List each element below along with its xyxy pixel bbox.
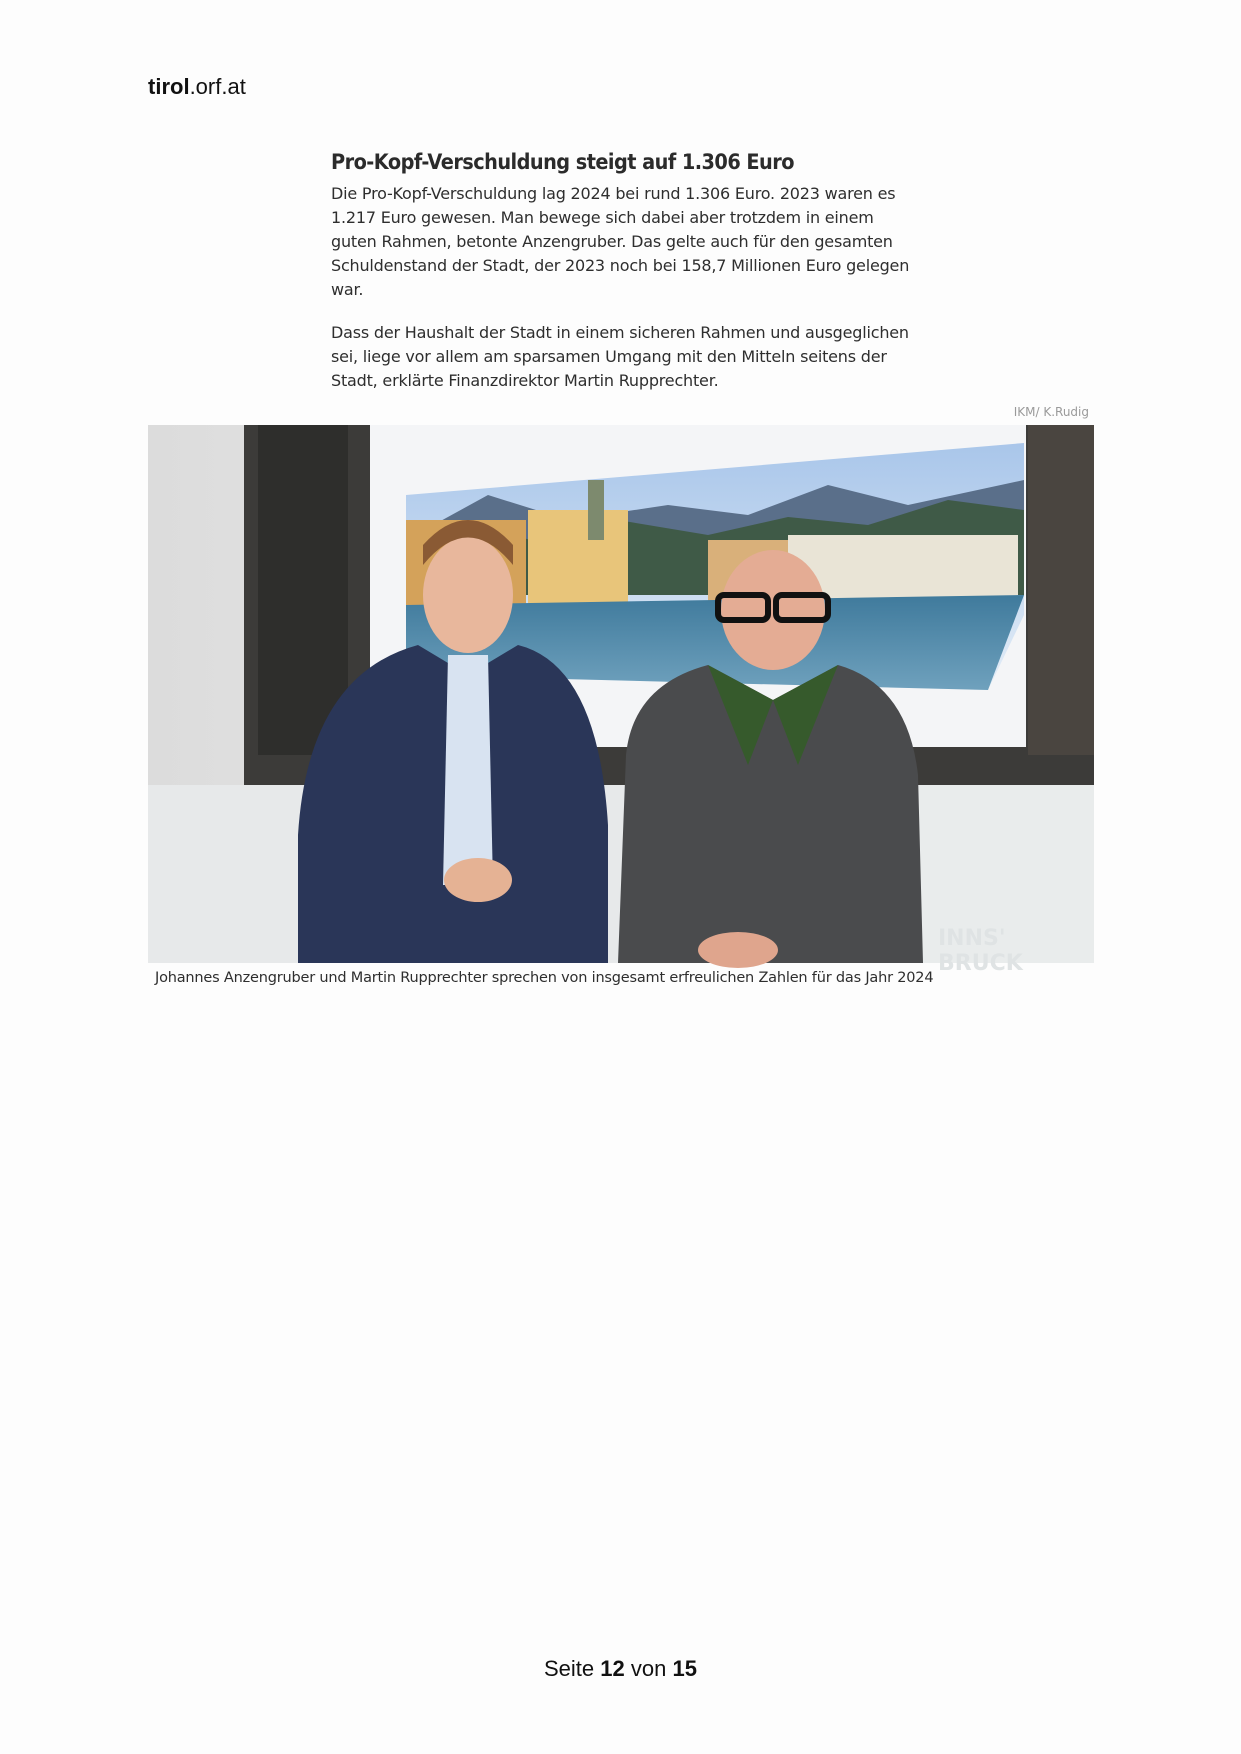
photo-illustration [148,425,1094,976]
photo-caption: Johannes Anzengruber und Martin Rupprechter sprechen von insgesamt erfreulichen Zahlen für das Jahr 2024 [155,970,934,986]
wall-logo-text-1: INNS' [938,926,1006,951]
site-name-bold: tirol [148,74,190,99]
wall-logo-text-2: BRUCK [938,951,1023,976]
article-section [331,150,911,412]
person-right [618,665,923,963]
total-pages: 15 [672,1656,697,1681]
section-heading: Pro-Kopf-Verschuldung steigt auf 1.306 Euro [331,150,794,174]
footer-middle: von [630,1656,667,1681]
footer-prefix: Seite [544,1656,595,1681]
paragraph-2: Dass der Haushalt der Stadt in einem sicheren Rahmen und ausgeglichen sei, liege vor allem am sparsamen Umgang mit den Mitteln seitens der Stadt, erklärte Finanzdirektor Martin Rupprechter. [331,323,909,390]
photo-credit: IKM/ K.Rudig [1013,405,1089,419]
current-page: 12 [600,1656,625,1681]
site-name-domain: .orf.at [189,74,246,99]
site-name [148,74,246,100]
paragraph-1: Die Pro-Kopf-Verschuldung lag 2024 bei rund 1.306 Euro. 2023 waren es 1.217 Euro gewesen. Man bewege sich dabei aber trotzdem in einem guten Rahmen, betonte Anzengruber. Das gelte auch für den gesamten Schuldenstand der Stadt, der 2023 noch bei 158,7 Millionen Euro gelegen war. [331,184,910,299]
page-footer [0,1656,1241,1682]
article-photo [148,425,1094,976]
